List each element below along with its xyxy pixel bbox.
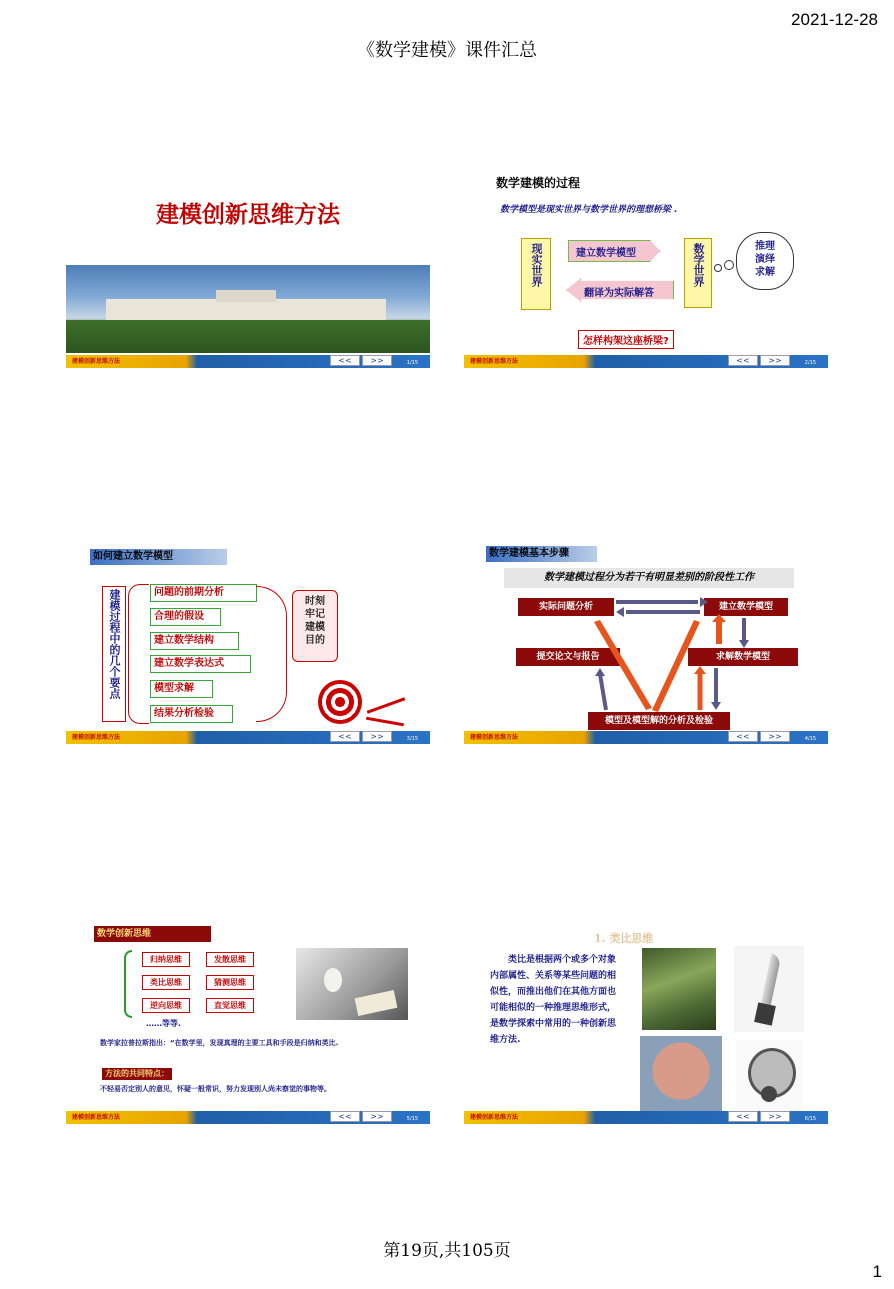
mask-filter-shape	[761, 1086, 777, 1102]
step-box-verify: 模型及模型解的分析及检验	[588, 712, 730, 730]
next-button[interactable]: >>	[760, 731, 790, 742]
slide-page: 5/15	[406, 1116, 418, 1122]
note-label: 时刻牢记建模目的	[305, 596, 325, 646]
idea-photo	[296, 948, 408, 1020]
arrow-head	[616, 607, 624, 617]
next-button[interactable]: >>	[760, 1111, 790, 1122]
cloud-bubble-small	[714, 264, 722, 272]
slide-title: 1. 类比思维	[594, 932, 654, 945]
feature-text: 不轻易否定别人的意见，怀疑一般常识，努力发现别人尚未察觉的事物等。	[100, 1085, 331, 1093]
slide-page: 4/15	[804, 736, 816, 742]
left-bracket	[128, 584, 149, 724]
thinking-item: 逆向思维	[142, 998, 190, 1013]
cloud-label: 推理演绎求解	[755, 241, 775, 278]
slide-bar	[66, 731, 430, 744]
next-button[interactable]: >>	[362, 1111, 392, 1122]
point-item: 结果分析检验	[150, 705, 233, 723]
question-box: 怎样构架这座桥梁?	[578, 330, 674, 349]
step-box-solve: 求解数学模型	[688, 648, 798, 666]
building-tower	[216, 290, 276, 302]
idea-block-shape	[355, 990, 398, 1016]
next-button[interactable]: >>	[362, 731, 392, 742]
prev-button[interactable]: <<	[728, 731, 758, 742]
math-world-box	[684, 238, 712, 308]
slide-title: 如何建立数学模型	[90, 549, 227, 565]
arrow-head	[739, 640, 749, 648]
next-button[interactable]: >>	[760, 355, 790, 366]
slide-bar	[66, 1111, 430, 1124]
flow-arrows	[464, 544, 828, 744]
arrow-shape	[716, 620, 722, 644]
point-item: 建立数学表达式	[150, 655, 251, 673]
slide-4	[464, 544, 828, 744]
arrow-shape	[652, 620, 700, 712]
real-world-label: 现实世界	[530, 243, 543, 287]
bar-label: 建模创新思维方法	[72, 358, 121, 365]
side-box	[102, 586, 126, 722]
slide-title: 数学创新思维	[94, 926, 211, 942]
slide-page: 3/15	[406, 736, 418, 742]
thinking-item: 发散思维	[206, 952, 254, 967]
slide-bar	[464, 355, 828, 368]
arrow-head	[711, 702, 721, 710]
slide-page: 2/15	[804, 360, 816, 366]
thinking-item: 类比思维	[142, 975, 190, 990]
step-box-analysis: 实际问题分析	[518, 598, 614, 616]
point-item: 问题的前期分析	[150, 584, 257, 602]
trees	[66, 320, 430, 353]
campus-photo	[66, 265, 430, 353]
footer-page-info: 第19页,共105页	[383, 1241, 511, 1261]
real-world-box	[521, 238, 551, 310]
document-title: 《数学建模》课件汇总	[357, 40, 537, 61]
note-box	[292, 590, 338, 662]
step-box-build: 建立数学模型	[704, 598, 788, 616]
slide-title: 数学建模的过程	[496, 176, 581, 190]
slide-title: 数学建模基本步骤	[486, 546, 597, 562]
dart-icon	[367, 697, 406, 713]
slide-bar	[464, 1111, 828, 1124]
prev-button[interactable]: <<	[330, 355, 360, 366]
thinking-item: 猜测思维	[206, 975, 254, 990]
dart-icon	[366, 717, 404, 727]
bar-label: 建模创新思维方法	[470, 734, 519, 741]
prev-button[interactable]: <<	[728, 355, 758, 366]
slide-6	[464, 924, 828, 1124]
prev-button[interactable]: <<	[330, 1111, 360, 1122]
arrow-head	[700, 597, 708, 607]
knife-handle-shape	[754, 1002, 776, 1025]
slide-subtitle: 数学模型是现实世界与数学世界的理想桥梁 .	[500, 205, 678, 215]
thinking-item: 归纳思维	[142, 952, 190, 967]
leaf-photo	[642, 948, 716, 1030]
cloud-shape	[736, 232, 794, 290]
slide-1	[66, 168, 430, 368]
knife-photo	[734, 946, 804, 1032]
bar-label: 建模创新思维方法	[72, 734, 121, 741]
slide-page: 6/15	[804, 1116, 816, 1122]
next-button[interactable]: >>	[362, 355, 392, 366]
point-item: 建立数学结构	[150, 632, 239, 650]
point-item: 模型求解	[150, 680, 213, 698]
header-date: 2021-12-28	[791, 10, 878, 29]
knife-blade-shape	[761, 954, 782, 1007]
right-brace	[256, 586, 287, 722]
arrow-top-label: 建立数学模型	[576, 248, 636, 259]
slide-subtitle: 数学建模过程分为若干有明显差别的阶段性工作	[504, 568, 794, 588]
prev-button[interactable]: <<	[728, 1111, 758, 1122]
arrow-head	[595, 668, 605, 676]
page-number: 1	[872, 1262, 882, 1281]
math-world-label: 数学世界	[692, 243, 705, 287]
quote-text: 数学家拉普拉斯指出：“在数学里，发现真理的主要工具和手段是归纳和类比.	[100, 1039, 339, 1047]
bar-label: 建模创新思维方法	[72, 1114, 121, 1121]
point-item: 合理的假设	[150, 608, 221, 626]
left-brace	[124, 950, 132, 1018]
slide-2	[464, 168, 828, 368]
slide-bar	[66, 355, 430, 368]
bar-label: 建模创新思维方法	[470, 1114, 519, 1121]
arrow-line	[600, 674, 606, 710]
prev-button[interactable]: <<	[330, 731, 360, 742]
slide-3	[66, 544, 430, 744]
thinking-item: 直觉思维	[206, 998, 254, 1013]
bar-label: 建模创新思维方法	[470, 358, 519, 365]
bulb-shape	[324, 968, 342, 992]
slide-text: 类比是根据两个或多个对象内部属性、关系等某些问题的相似性，而推出他们在其他方面也可能相似的一种推理思维形式，是数学探索中常用的一种创新思维方法.	[490, 955, 617, 1045]
arrow-head	[712, 614, 726, 622]
etc-text: ……等等.	[146, 1019, 182, 1028]
arrow-head	[694, 666, 706, 674]
arrow-bottom-label: 翻译为实际解答	[584, 288, 654, 299]
slide-bar	[464, 731, 828, 744]
slide-title: 建模创新思维方法	[156, 201, 340, 228]
side-label: 建模过程中的几个要点	[108, 589, 121, 699]
step-box-report: 提交论文与报告	[516, 648, 620, 666]
gas-mask-photo	[736, 1040, 802, 1112]
pig-photo	[640, 1036, 722, 1114]
dartboard-icon	[318, 680, 362, 724]
cloud-bubble-medium	[724, 260, 734, 270]
feature-title: 方法的共同特点：	[102, 1068, 172, 1080]
slide-5	[66, 924, 430, 1124]
slide-page: 1/15	[406, 360, 418, 366]
